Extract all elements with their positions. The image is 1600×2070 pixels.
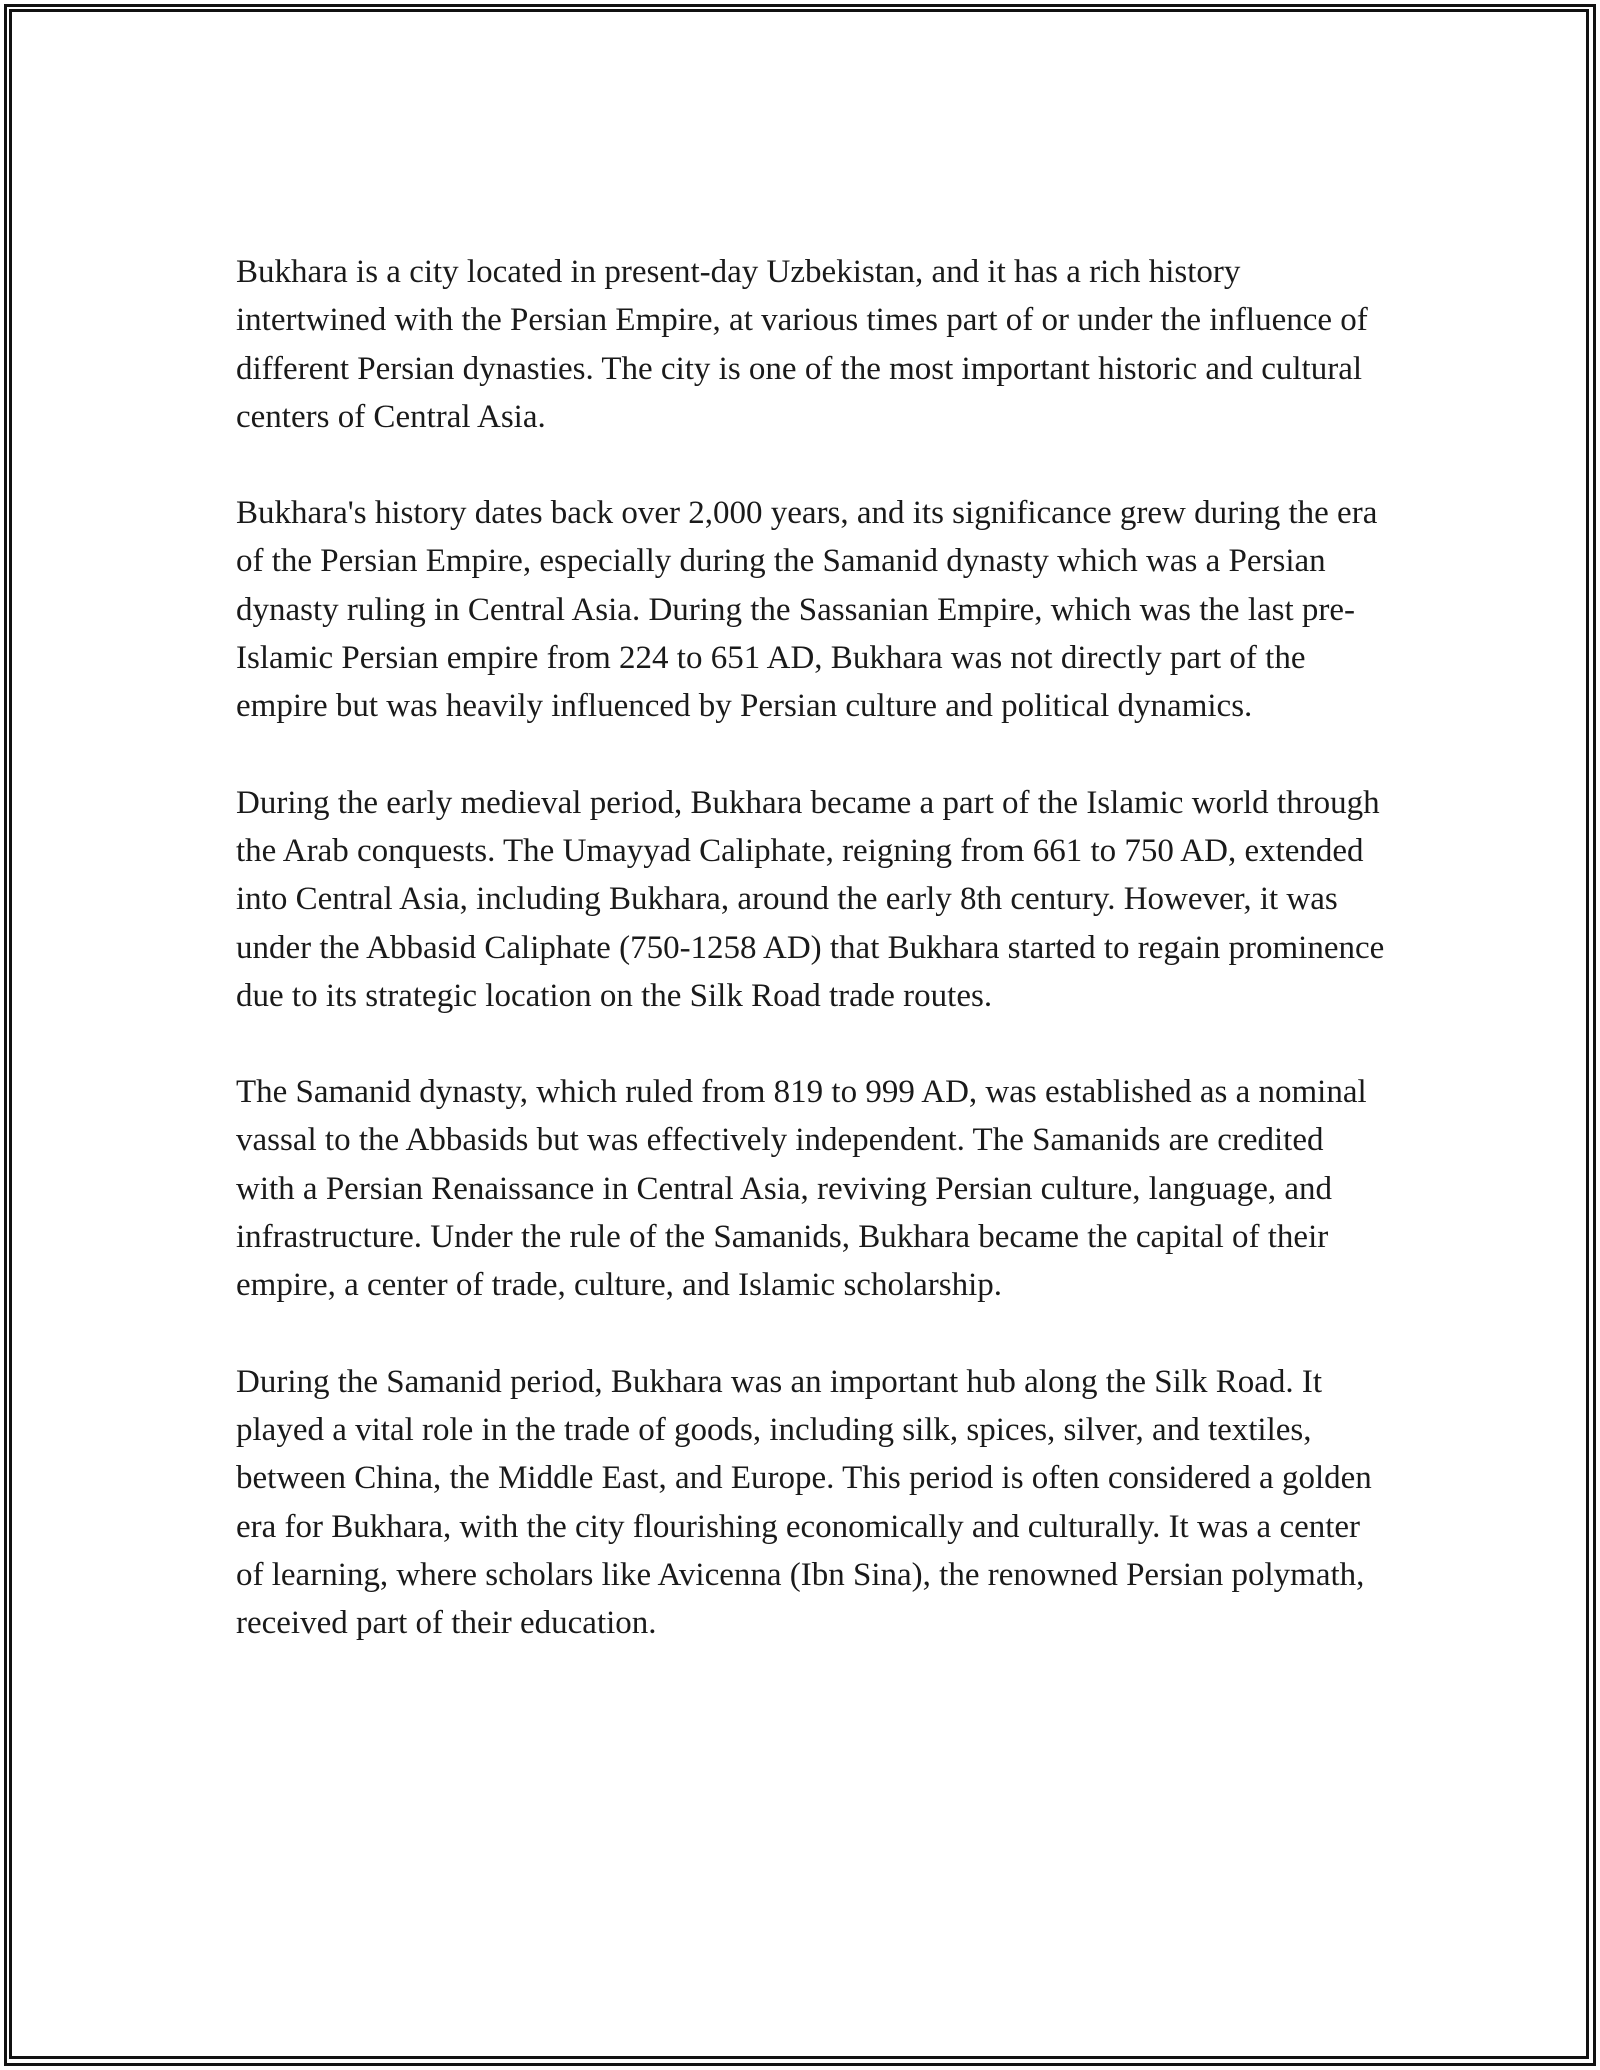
paragraph-1: Bukhara is a city located in present-day Uzbekistan, and it has a rich history intertwined with the Persian Empire, at various times part of or under the influence of different Persian dynasties. The city is one of the most important historic and cultural centers of Central Asia. (236, 254, 1368, 435)
paragraph-2: Bukhara's history dates back over 2,000 years, and its significance grew during the era of the Persian Empire, especially during the Samanid dynasty which was a Persian dynasty ruling in Central Asia. During the Sassanian Empire, which was the last pre-Islamic Persian empire from 224 to 651 AD, Bukhara was not directly part of the empire but was heavily influenced by Persian culture and political dynamics. (236, 495, 1378, 725)
document-body (236, 248, 1386, 1695)
paragraph-5: During the Samanid period, Bukhara was an important hub along the Silk Road. It played a vital role in the trade of goods, including silk, spices, silver, and textiles, between China, the Middle East, and Europe. This period is often considered a golden era for Bukhara, with the city flourishing economically and culturally. It was a center of learning, where scholars like Avicenna (Ibn Sina), the renowned Persian polymath, received part of their education. (236, 1363, 1372, 1642)
paragraph-4: The Samanid dynasty, which ruled from 819 to 999 AD, was established as a nominal vassal to the Abbasids but was effectively independent. The Samanids are credited with a Persian Renaissance in Central Asia, reviving Persian culture, language, and infrastructure. Under the rule of the Samanids, Bukhara became the capital of their empire, a center of trade, culture, and Islamic scholarship. (236, 1074, 1367, 1304)
paragraph-3: During the early medieval period, Bukhara became a part of the Islamic world through the Arab conquests. The Umayyad Caliphate, reigning from 661 to 750 AD, extended into Central Asia, including Bukhara, around the early 8th century. However, it was under the Abbasid Caliphate (750-1258 AD) that Bukhara started to regain prominence due to its strategic location on the Silk Road trade routes. (236, 784, 1385, 1014)
